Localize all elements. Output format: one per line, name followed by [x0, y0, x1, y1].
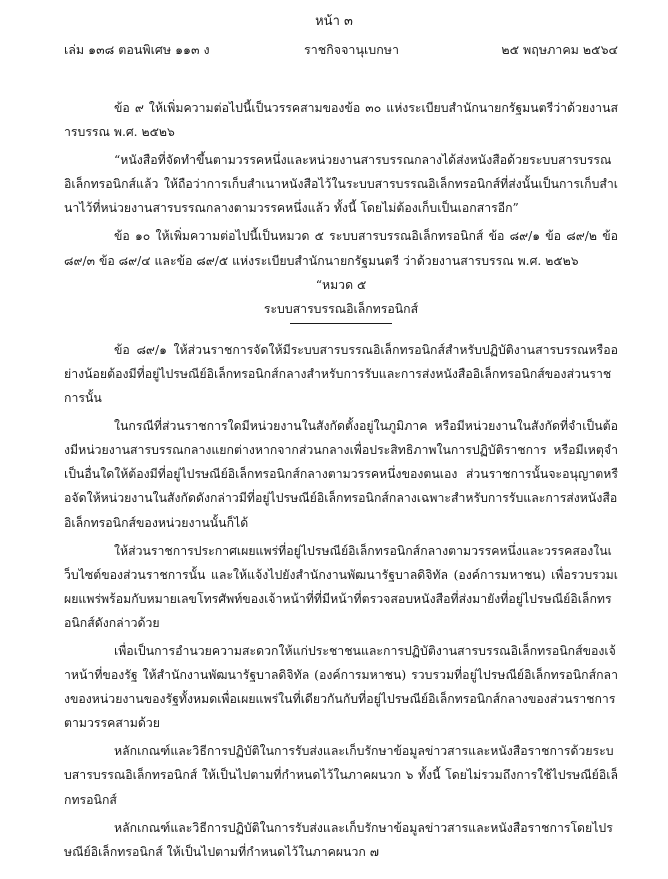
document-body [64, 96, 618, 864]
paragraph-annex-6: หลักเกณฑ์และวิธีการปฏิบัติในการรับส่งและเก็บรักษาข้อมูลข่าวสารและหนังสือราชการด้วยระบบสารบรรณอิเล็กทรอนิกส์ ให้เป็นไปตามที่กำหนดไว้ในภาคผนวก ๖ ทั้งนี้ โดยไม่รวมถึงการใช้ไปรษณีย์อิเล็กทรอนิกส์ [64, 744, 618, 807]
paragraph-annex-7: หลักเกณฑ์และวิธีการปฏิบัติในการรับส่งและเก็บรักษาข้อมูลข่าวสารและหนังสือราชการโดยไปรษณีย์อิเล็กทรอนิกส์ ให้เป็นไปตามที่กำหนดไว้ในภาคผนวก ๗ [64, 820, 613, 859]
paragraph-clause-10: ข้อ ๑๐ ให้เพิ่มความต่อไปนี้เป็นหมวด ๕ ระบบสารบรรณอิเล็กทรอนิกส์ ข้อ ๘๙/๑ ข้อ ๘๙/๒ ข้อ ๘๙/๓ ข้อ ๘๙/๔ และข้อ ๘๙/๕ แห่งระเบียบสำนักนายกรัฐมนตรี ว่าด้วยงานสารบรรณ พ.ศ. ๒๕๒๖ [64, 229, 618, 268]
gazette-header [64, 40, 618, 60]
chapter-divider [290, 323, 392, 324]
paragraph-clause-9: ข้อ ๙ ให้เพิ่มความต่อไปนี้เป็นวรรคสามของข้อ ๓๐ แห่งระเบียบสำนักนายกรัฐมนตรีว่าด้วยงานสารบรรณ พ.ศ. ๒๕๒๖ [64, 101, 618, 140]
paragraph-clause-9-text: “หนังสือที่จัดทำขึ้นตามวรรคหนึ่งและหน่วยงานสารบรรณกลางได้ส่งหนังสือด้วยระบบสารบรรณอิเล็กทรอนิกส์แล้ว ให้ถือว่าการเก็บสำเนาหนังสือไว้ในระบบสารบรรณอิเล็กทรอนิกส์ที่ส่งนั้นเป็นการเก็บสำเนาไว้ที่หน่วยงานสารบรรณกลางตามวรรคหนึ่งแล้ว ทั้งนี้ โดยไม่ต้องเก็บเป็นเอกสารอีก” [64, 153, 618, 216]
paragraph-dga-collection: เพื่อเป็นการอำนวยความสะดวกให้แก่ประชาชนและการปฏิบัติงานสารบรรณอิเล็กทรอนิกส์ของเจ้าหน้าที่ของรัฐ ให้สำนักงานพัฒนารัฐบาลดิจิทัล (องค์การมหาชน) รวบรวมที่อยู่ไปรษณีย์อิเล็กทรอนิกส์กลางของหน่วยงานของรัฐทั้งหมดเพื่อเผยแพร่ในที่เดียวกันกับที่อยู่ไปรษณีย์อิเล็กทรอนิกส์กลางของส่วนราชการตามวรรคสามด้วย [64, 643, 618, 731]
chapter-name: ระบบสารบรรณอิเล็กทรอนิกส์ [263, 301, 419, 316]
page-number: หน้า ๓ [315, 14, 353, 29]
gazette-title: ราชกิจจานุเบกษา [304, 42, 400, 57]
publication-date: ๒๕ พฤษภาคม ๒๕๖๔ [501, 42, 618, 57]
paragraph-publish-addresses: ให้ส่วนราชการประกาศเผยแพร่ที่อยู่ไปรษณีย์อิเล็กทรอนิกส์กลางตามวรรคหนึ่งและวรรคสองในเว็บไซต์ของส่วนราชการนั้น และให้แจ้งไปยังสำนักงานพัฒนารัฐบาลดิจิทัล (องค์การมหาชน) เพื่อรวบรวมเผยแพร่พร้อมกับหมายเลขโทรศัพท์ของเจ้าหน้าที่ที่มีหน้าที่ตรวจสอบหนังสือที่ส่งมายังที่อยู่ไปรษณีย์อิเล็กทรอนิกส์ดังกล่าวด้วย [64, 543, 618, 630]
paragraph-regional-units: ในกรณีที่ส่วนราชการใดมีหน่วยงานในสังกัดตั้งอยู่ในภูมิภาค หรือมีหน่วยงานในสังกัดที่จำเป็นต้องมีหน่วยงานสารบรรณกลางแยกต่างหากจากส่วนกลางเพื่อประสิทธิภาพในการปฏิบัติราชการ หรือมีเหตุจำเป็นอื่นใดให้ต้องมีที่อยู่ไปรษณีย์อิเล็กทรอนิกส์กลางตามวรรคหนึ่งของตนเอง ส่วนราชการนั้นจะอนุญาตหรือจัดให้หน่วยงานในสังกัดดังกล่าวมีที่อยู่ไปรษณีย์อิเล็กทรอนิกส์กลางเฉพาะสำหรับการรับและการส่งหนังสืออิเล็กทรอนิกส์ของหน่วยงานนั้นก็ได้ [64, 419, 618, 530]
paragraph-clause-89-1: ข้อ ๘๙/๑ ให้ส่วนราชการจัดให้มีระบบสารบรรณอิเล็กทรอนิกส์สำหรับปฏิบัติงานสารบรรณหรืออย่างน้อยต้องมีที่อยู่ไปรษณีย์อิเล็กทรอนิกส์กลางสำหรับการรับและการส่งหนังสืออิเล็กทรอนิกส์ของส่วนราชการนั้น [64, 342, 618, 406]
chapter-title: “หมวด ๕ [315, 277, 367, 292]
volume-info: เล่ม ๑๓๘ ตอนพิเศษ ๑๑๓ ง [64, 42, 210, 57]
